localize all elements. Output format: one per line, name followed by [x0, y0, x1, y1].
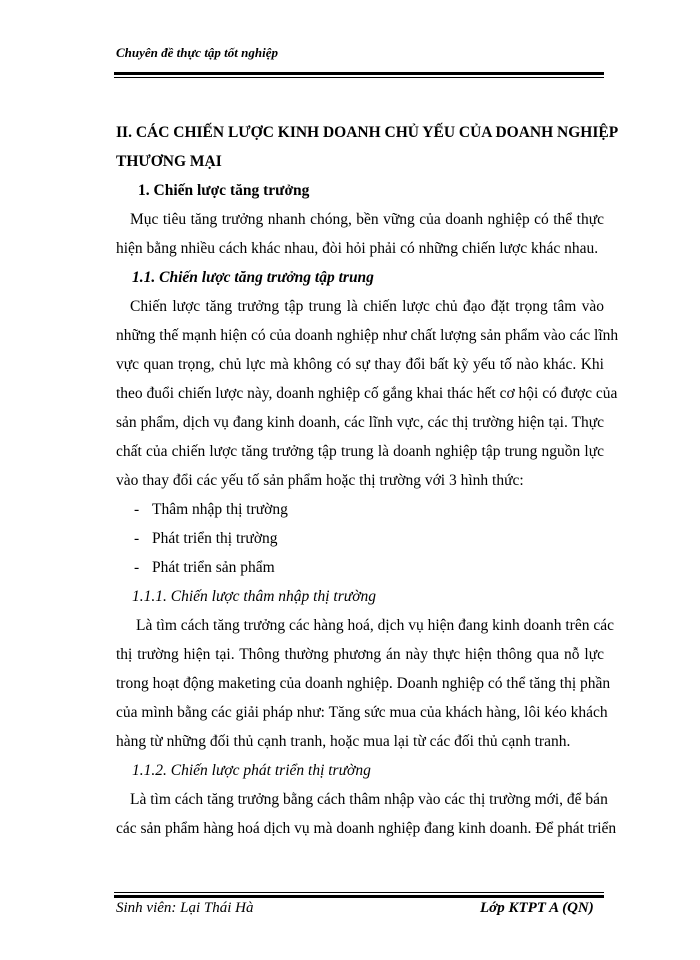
footer-rule-thin [114, 892, 604, 893]
section-heading-line-2: THƯƠNG MẠI [116, 153, 222, 170]
paragraph-line: vào thay đổi các yếu tố sản phẩm hoặc thị trường với 3 hình thức: [116, 472, 524, 489]
paragraph-line: theo đuổi chiến lược này, doanh nghiệp cố gắng khai thác hết cơ hội có được của [116, 385, 618, 402]
page-header-title: Chuyên đề thực tập tốt nghiệp [116, 45, 278, 60]
bullet-dash: - [134, 501, 140, 518]
paragraph-line: Chiến lược tăng trưởng tập trung là chiến lược chủ đạo đặt trọng tâm vào [130, 298, 604, 315]
bullet-item [116, 524, 604, 553]
subheading-concentrated-growth: 1.1. Chiến lược tăng trưởng tập trung [132, 269, 374, 286]
paragraph-line: hiện bằng nhiều cách khác nhau, đòi hỏi phải có những chiến lược khác nhau. [116, 240, 599, 257]
paragraph-line: chất của chiến lược tăng trưởng tập trung là doanh nghiệp tập trung nguồn lực [116, 443, 604, 460]
paragraph-line: những thế mạnh hiện có của doanh nghiệp như chất lượng sản phẩm vào các lĩnh [116, 327, 619, 344]
paragraph-line: sản phẩm, dịch vụ đang kinh doanh, các lĩnh vực, các thị trường hiện tại. Thực [116, 414, 604, 431]
paragraph-line: Là tìm cách tăng trưởng bằng cách thâm nhập vào các thị trường mới, để bán [130, 791, 608, 808]
paragraph-line: vực quan trọng, chủ lực mà không có sự thay đổi bất kỳ yếu tố nào khác. Khi [116, 356, 604, 373]
footer-rule-thick [114, 895, 604, 898]
subheading-market-development: 1.1.2. Chiến lược phát triển thị trường [132, 762, 371, 779]
bullet-text: Phát triển thị trường [152, 530, 278, 547]
bullet-item [116, 495, 604, 524]
section-heading-line-1: II. CÁC CHIẾN LƯỢC KINH DOANH CHỦ YẾU CỦA DOANH NGHIỆP [116, 124, 619, 141]
footer-class-name: Lớp KTPT A (QN) [480, 900, 594, 916]
paragraph-line: thị trường hiện tại. Thông thường phương án này thực hiện thông qua nỗ lực [116, 646, 604, 663]
document-body [116, 118, 619, 843]
subheading-market-penetration: 1.1.1. Chiến lược thâm nhập thị trường [132, 588, 376, 605]
header-rule-thick [114, 72, 604, 75]
bullet-text: Thâm nhập thị trường [152, 501, 288, 518]
bullet-dash: - [134, 530, 140, 547]
paragraph-line: hàng từ những đối thủ cạnh tranh, hoặc mua lại từ các đối thủ cạnh tranh. [116, 733, 571, 750]
paragraph-line: của mình bằng các giải pháp như: Tăng sức mua của khách hàng, lôi kéo khách [116, 704, 608, 721]
paragraph-line: Mục tiêu tăng trưởng nhanh chóng, bền vững của doanh nghiệp có thể thực [130, 211, 604, 228]
paragraph-line: trong hoạt động maketing của doanh nghiệp. Doanh nghiệp có thể tăng thị phần [116, 675, 611, 692]
bullet-item [116, 553, 604, 582]
bullet-dash: - [134, 559, 140, 576]
paragraph-line: các sản phẩm hàng hoá dịch vụ mà doanh nghiệp đang kinh doanh. Để phát triển [116, 820, 617, 837]
bullet-text: Phát triển sản phẩm [152, 559, 275, 576]
paragraph-line: Là tìm cách tăng trưởng các hàng hoá, dịch vụ hiện đang kinh doanh trên các [136, 617, 614, 634]
header-rule-thin [114, 77, 604, 78]
subheading-growth-strategy: 1. Chiến lược tăng trưởng [138, 182, 310, 199]
footer-student-name: Sinh viên: Lại Thái Hà [116, 900, 254, 916]
